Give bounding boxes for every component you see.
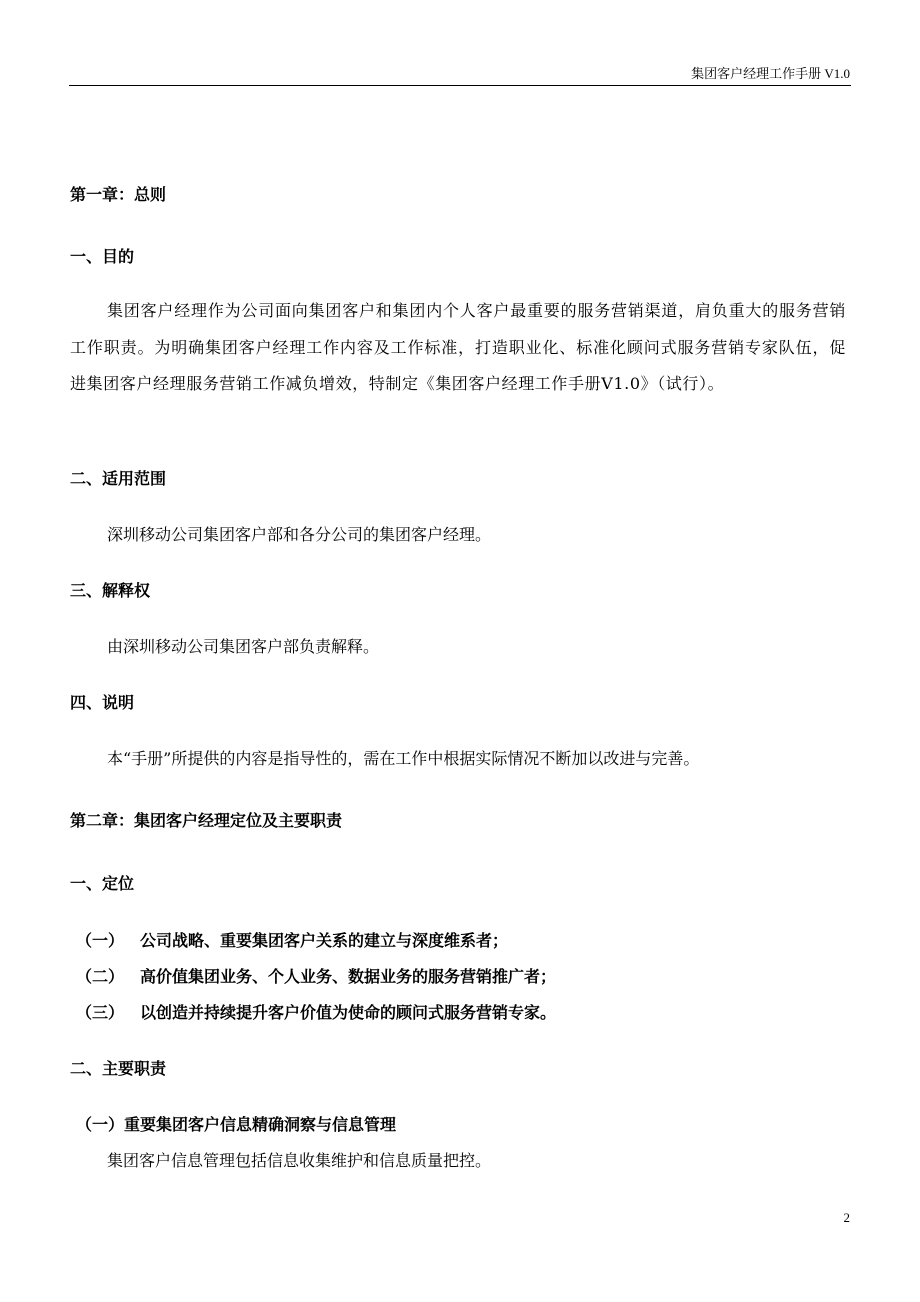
section-scope-title: 二、适用范围: [70, 469, 167, 488]
positioning-item-text: 以创造并持续提升客户价值为使命的顾问式服务营销专家。: [140, 1003, 557, 1022]
section-notes-title: 四、说明: [70, 693, 135, 712]
section-purpose-text: 集团客户经理作为公司面向集团客户和集团内个人客户最重要的服务营销渠道，肩负重大的服务营销工作职责。为明确集团客户经理工作内容及工作标准，打造职业化、标准化顾问式服务营销专家队伍，促进集团客户经理服务营销工作减负增效，特制定《集团客户经理工作手册V1.0》（试行）。: [70, 301, 846, 393]
duty-1-text: 集团客户信息管理包括信息收集维护和信息质量把控。: [107, 1151, 492, 1170]
positioning-item-text: 高价值集团业务、个人业务、数据业务的服务营销推广者；: [140, 967, 557, 986]
section-scope-text: 深圳移动公司集团客户部和各分公司的集团客户经理。: [107, 525, 492, 544]
positioning-item-number: （一）: [76, 931, 125, 950]
header-divider: [69, 85, 851, 86]
positioning-item: [70, 1000, 556, 1023]
section-purpose-title: 一、目的: [70, 247, 135, 266]
section-positioning-title: 一、定位: [70, 874, 135, 893]
section-interpretation-title: 三、解释权: [70, 581, 151, 600]
positioning-item: [70, 928, 508, 951]
section-notes-text: 本“手册”所提供的内容是指导性的，需在工作中根据实际情况不断加以改进与完善。: [107, 749, 700, 768]
positioning-item-number: （二）: [76, 967, 125, 986]
duty-1-title: （一）重要集团客户信息精确洞察与信息管理: [76, 1115, 397, 1134]
section-interpretation-text: 由深圳移动公司集团客户部负责解释。: [107, 637, 380, 656]
page-number: 2: [843, 1210, 850, 1225]
chapter-1-title: 第一章：总则: [70, 185, 167, 204]
header-title: 集团客户经理工作手册 V1.0: [691, 66, 850, 81]
section-duties-title: 二、主要职责: [70, 1059, 167, 1078]
positioning-item-text: 公司战略、重要集团客户关系的建立与深度维系者；: [140, 931, 509, 950]
chapter-2-title: 第二章：集团客户经理定位及主要职责: [70, 811, 343, 830]
positioning-item: [70, 964, 556, 987]
positioning-item-number: （三）: [76, 1003, 125, 1022]
